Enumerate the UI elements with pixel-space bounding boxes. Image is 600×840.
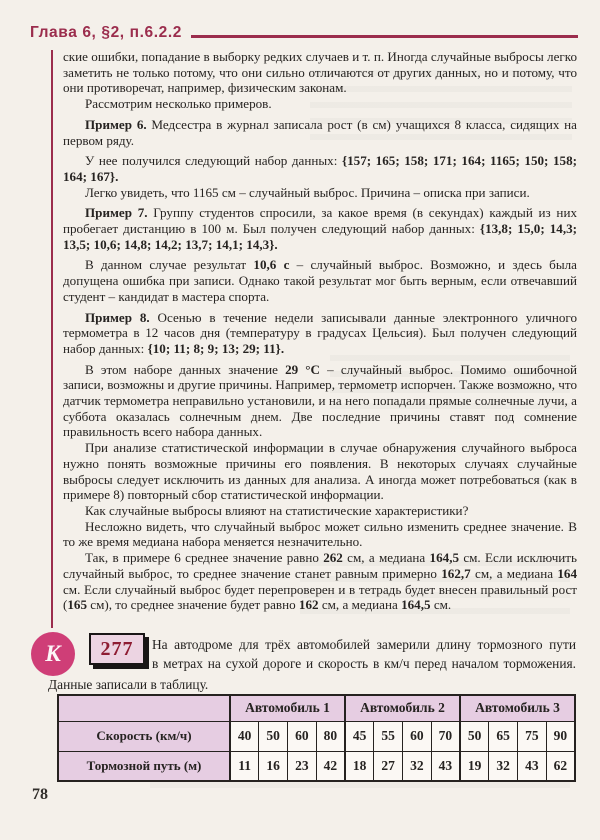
- theory-text: [63, 49, 577, 613]
- page-number: 78: [32, 786, 48, 803]
- table-row: [58, 751, 575, 781]
- table-group-header: Автомобиль 2: [345, 695, 460, 721]
- value-cell: 70: [431, 721, 460, 751]
- row-label-cell: Тормозной путь (м): [58, 751, 230, 781]
- k-badge: [31, 632, 75, 676]
- value-cell: 90: [546, 721, 575, 751]
- text-run: Группу студентов спросили, за какое время (в секундах) каждый из них пробегает дистанцию в 100 м. Был получен следующий набор данных:: [63, 205, 577, 237]
- value-cell: 18: [345, 751, 374, 781]
- text-run: Медсестра в журнал записала рост (в см) учащихся 8 класса, сидящих на первом ряду.: [63, 116, 577, 148]
- paragraph: [63, 550, 577, 613]
- text-run: Рассмотрим несколько примеров.: [85, 96, 272, 112]
- value-cell: 11: [230, 751, 259, 781]
- value-cell: 43: [518, 751, 547, 781]
- bold-text-run: 162: [298, 597, 319, 613]
- data-table: [57, 694, 576, 782]
- text-run: ские ошибки, попадание в выборку редких случаев и т. п. Иногда случайные выбросы легко заметить не только потому, что они сильно отличаются от других данных, но и потому, что они противоречат, например, физическим законам.: [63, 49, 577, 96]
- value-cell: 75: [518, 721, 547, 751]
- text-run: Так, в примере 6 среднее значение равно: [85, 550, 324, 566]
- text-run: см, а медиана: [318, 597, 402, 613]
- text-run: см. Если случайный выброс будет перепроверен и в тетрадь будет внесен правильный рост (: [63, 581, 577, 613]
- k-badge-letter: К: [45, 641, 61, 666]
- bold-text-run: 164: [557, 565, 577, 581]
- text-run: см), то среднее значение будет равно: [87, 597, 299, 613]
- bold-text-run: 164,5: [401, 597, 431, 613]
- bold-text-run: 29 °С: [285, 361, 320, 377]
- chapter-header-label: Глава 6, §2, п.6.2.2: [30, 24, 182, 41]
- paragraph: [63, 153, 577, 184]
- value-cell: 60: [403, 721, 432, 751]
- bold-text-run: {157; 165; 158; 171; 164; 1165; 150; 158; 164; 167}.: [63, 153, 577, 184]
- theory-left-rule: [51, 50, 53, 628]
- problem-text-line: в метрах на сухой дороге и скорость в км/ч перед началом торможения.: [152, 656, 576, 671]
- paragraph: [63, 519, 577, 550]
- text-run: см.: [430, 597, 452, 613]
- data-table-body: [58, 695, 575, 781]
- paragraph: [63, 117, 577, 148]
- text-run: Как случайные выбросы влияют на статистические характеристики?: [85, 502, 469, 518]
- table-corner-cell: [58, 695, 230, 721]
- paragraph: [63, 362, 577, 441]
- value-cell: 27: [374, 751, 403, 781]
- bold-text-run: Пример 7.: [85, 205, 148, 221]
- value-cell: 80: [316, 721, 345, 751]
- value-cell: 42: [316, 751, 345, 781]
- table-group-header: Автомобиль 3: [460, 695, 575, 721]
- value-cell: 50: [460, 721, 489, 751]
- bold-text-run: Пример 6.: [85, 116, 147, 132]
- value-cell: 40: [230, 721, 259, 751]
- text-run: – случайный выброс. Возможно, и здесь была допущена ошибка при записи. Однако такой результат мог быть верным, если отвечавший студент – кандидат в мастера спорта.: [63, 257, 577, 304]
- problem-text-line: На автодроме для трёх автомобилей замерили длину тормозного пути: [152, 637, 576, 652]
- text-run: Осенью в течение недели записывали данные электронного уличного термометра в 12 часов дня (температуру в градусах Цельсия). Был получен следующий набор данных:: [63, 309, 577, 356]
- bold-text-run: Пример 8.: [85, 309, 150, 325]
- problem-text-line: Данные записали в таблицу.: [48, 677, 209, 692]
- value-cell: 32: [489, 751, 518, 781]
- bold-text-run: 164,5: [429, 550, 460, 566]
- paragraph: [63, 205, 577, 252]
- text-run: Несложно видеть, что случайный выброс может сильно изменить среднее значение. В то же время медиана набора меняется незначительно.: [63, 518, 577, 550]
- text-run: При анализе статистической информации в случае обнаружения случайного выброса нужно понять возможные причины его появления. В некоторых случаях случайные выбросы следует исключить из данных для анализа. А иногда может потребоваться (как в примере 8) повторный сбор статистической информации.: [63, 440, 577, 503]
- text-run: В данном случае результат: [85, 257, 254, 273]
- chapter-header: [30, 24, 578, 42]
- bold-text-run: 162,7: [441, 565, 471, 581]
- text-run: У нее получился следующий набор данных:: [85, 153, 342, 169]
- problem-number: 277: [100, 637, 134, 660]
- text-run: см, а медиана: [470, 565, 558, 581]
- bold-text-run: {10; 11; 8; 9; 13; 29; 11}.: [147, 340, 285, 356]
- text-run: Легко увидеть, что 1165 см – случайный выброс. Причина – описка при записи.: [85, 184, 530, 200]
- value-cell: 60: [288, 721, 317, 751]
- value-cell: 32: [403, 751, 432, 781]
- paragraph: [63, 440, 577, 503]
- paragraph: [63, 96, 577, 112]
- paragraph: [63, 503, 577, 519]
- value-cell: 19: [460, 751, 489, 781]
- bold-text-run: 262: [323, 550, 343, 566]
- row-label-cell: Скорость (км/ч): [58, 721, 230, 751]
- paragraph: [63, 185, 577, 201]
- table-header-row: [58, 695, 575, 721]
- text-run: – случайный выброс. Помимо ошибочной записи, возможны и другие причины. Например, термометр испорчен. Также возможно, что датчик термометра неправильно установили, и на него попадали прямые солнечные лучи, а суббота оказалась солнечным днем. Две последние причины ставят под сомнение правильность всего набора данных.: [63, 361, 578, 440]
- value-cell: 50: [259, 721, 288, 751]
- bold-text-run: {13,8; 15,0; 14,3; 13,5; 10,6; 14,8; 14,2; 13,7; 14,1; 14,3}.: [63, 221, 578, 252]
- table-group-header: Автомобиль 1: [230, 695, 345, 721]
- problem-number-box: [89, 633, 145, 665]
- paragraph: [63, 49, 577, 96]
- value-cell: 55: [374, 721, 403, 751]
- table-row: [58, 721, 575, 751]
- bold-text-run: 165: [67, 597, 88, 613]
- value-cell: 65: [489, 721, 518, 751]
- header-rule: [191, 35, 578, 38]
- bold-text-run: 10,6 с: [253, 257, 290, 273]
- scan-bleed-artifact: [150, 782, 570, 798]
- text-run: см, а медиана: [342, 550, 430, 566]
- paragraph: [63, 257, 577, 304]
- text-run: В этом наборе данных значение: [85, 361, 286, 377]
- value-cell: 16: [259, 751, 288, 781]
- text-run: см. Если исключить случайный выброс, то среднее значение станет равным примерно: [63, 550, 577, 581]
- value-cell: 62: [546, 751, 575, 781]
- value-cell: 23: [288, 751, 317, 781]
- value-cell: 45: [345, 721, 374, 751]
- paragraph: [63, 310, 577, 357]
- value-cell: 43: [431, 751, 460, 781]
